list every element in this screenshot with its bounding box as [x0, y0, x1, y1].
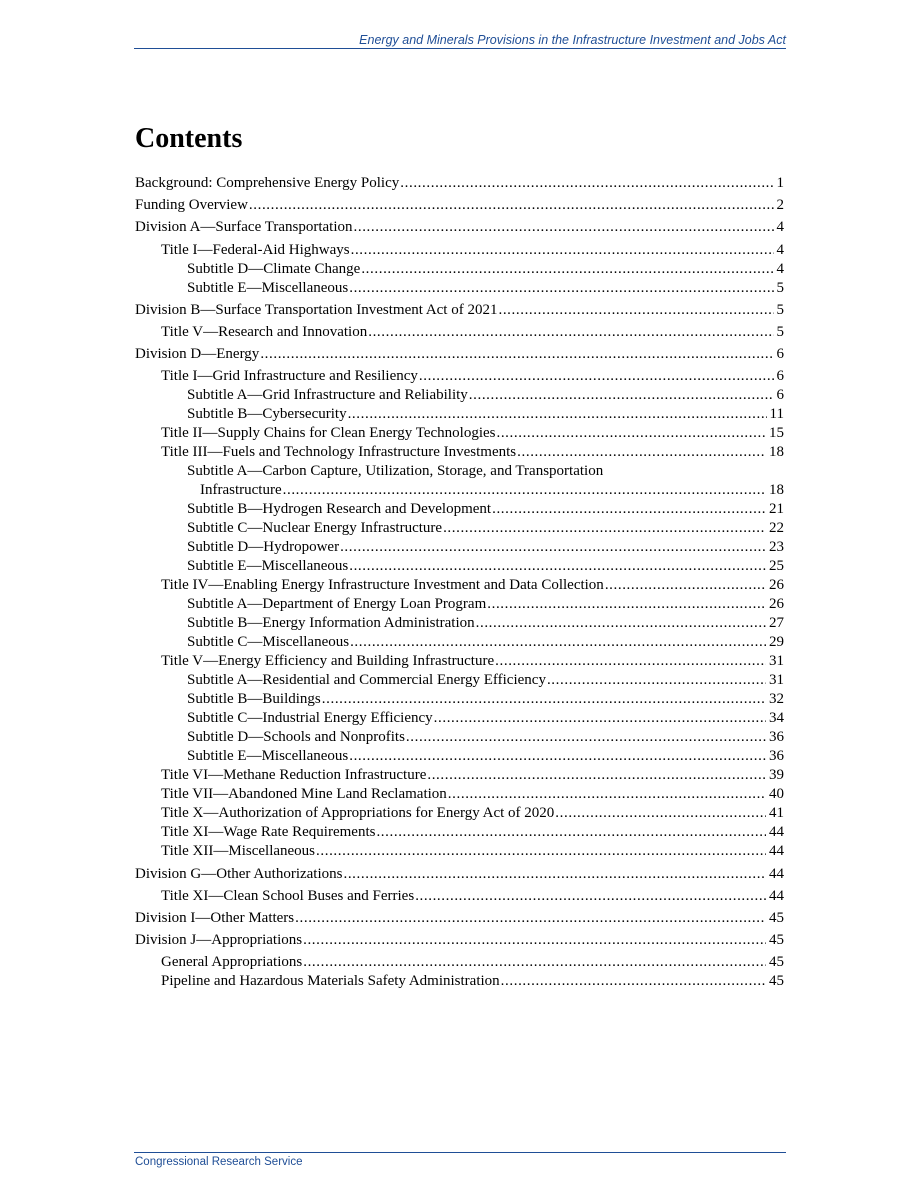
toc-dot-leader: [555, 804, 766, 823]
toc-entry-page-number: 45: [769, 973, 784, 990]
toc-entry-page-number: 4: [776, 241, 784, 258]
toc-dot-leader: [427, 766, 766, 785]
toc-entry[interactable]: [135, 196, 784, 215]
toc-entry-page-number: 5: [776, 323, 784, 340]
toc-dot-leader: [351, 241, 774, 260]
toc-dot-leader: [492, 500, 766, 519]
toc-entry-label: Subtitle A—Carbon Capture, Utilization, Storage, and Transportation: [187, 463, 604, 480]
toc-entry[interactable]: [135, 887, 784, 906]
toc-entry-page-number: 40: [769, 786, 784, 803]
toc-entry-page-number: 44: [769, 843, 784, 860]
toc-entry-page-number: 15: [769, 425, 784, 442]
toc-dot-leader: [501, 972, 766, 991]
toc-dot-leader: [376, 823, 766, 842]
toc-entry[interactable]: [135, 386, 784, 405]
toc-dot-leader: [343, 865, 766, 884]
toc-entry-page-number: 4: [776, 219, 784, 236]
toc-entry-page-number: 25: [769, 558, 784, 575]
toc-entry[interactable]: [135, 557, 784, 576]
toc-dot-leader: [487, 595, 766, 614]
toc-entry-label: Title XII—Miscellaneous: [161, 843, 316, 860]
toc-dot-leader: [283, 481, 766, 500]
toc-dot-leader: [400, 174, 773, 193]
toc-entry[interactable]: [135, 931, 784, 950]
page-title: Contents: [135, 123, 243, 154]
toc-entry[interactable]: [135, 241, 784, 260]
toc-entry-page-number: 36: [769, 748, 784, 765]
toc-dot-leader: [303, 931, 766, 950]
toc-dot-leader: [406, 728, 766, 747]
toc-entry-label: Title X—Authorization of Appropriations for Energy Act of 2020: [161, 805, 555, 822]
toc-dot-leader: [419, 367, 774, 386]
toc-entry-page-number: 5: [776, 279, 784, 296]
toc-entry[interactable]: [135, 345, 784, 364]
toc-dot-leader: [361, 260, 773, 279]
toc-entry-label: Title II—Supply Chains for Clean Energy Technologies: [161, 425, 496, 442]
toc-entry-page-number: 29: [769, 634, 784, 651]
toc-entry-page-number: 5: [776, 301, 784, 318]
toc-entry-page-number: 45: [769, 932, 784, 949]
toc-entry[interactable]: [135, 865, 784, 884]
toc-entry[interactable]: [135, 174, 784, 193]
running-header: Energy and Minerals Provisions in the Infrastructure Investment and Jobs Act: [359, 33, 786, 47]
toc-dot-leader: [495, 652, 766, 671]
toc-dot-leader: [340, 538, 766, 557]
toc-entry-label: Funding Overview: [135, 197, 248, 214]
toc-entry-label: Title VI—Methane Reduction Infrastructure: [161, 767, 427, 784]
toc-dot-leader: [349, 747, 766, 766]
toc-entry-page-number: 22: [769, 520, 784, 537]
toc-entry-page-number: 4: [776, 260, 784, 277]
toc-entry[interactable]: [135, 519, 784, 538]
toc-entry-label: General Appropriations: [161, 954, 303, 971]
toc-entry-label: Division D—Energy: [135, 346, 260, 363]
toc-entry-label: Title XI—Clean School Buses and Ferries: [161, 887, 415, 904]
toc-entry-label: Subtitle B—Cybersecurity: [187, 406, 347, 423]
toc-entry-page-number: 18: [769, 444, 784, 461]
toc-entry[interactable]: [135, 405, 784, 424]
toc-entry[interactable]: [135, 842, 784, 861]
toc-dot-leader: [476, 614, 766, 633]
toc-entry[interactable]: [135, 443, 784, 462]
toc-entry-label: Subtitle A—Grid Infrastructure and Reliability: [187, 387, 468, 404]
toc-entry[interactable]: [135, 614, 784, 633]
toc-entry-label: Subtitle C—Miscellaneous: [187, 634, 350, 651]
toc-entry-label: Pipeline and Hazardous Materials Safety Administration: [161, 973, 500, 990]
toc-entry-page-number: 32: [769, 691, 784, 708]
toc-dot-leader: [260, 345, 773, 364]
toc-entry-label: Background: Comprehensive Energy Policy: [135, 175, 400, 191]
toc-entry-page-number: 31: [769, 653, 784, 670]
toc-entry[interactable]: [135, 218, 784, 237]
toc-entry-label: Subtitle C—Industrial Energy Efficiency: [187, 710, 433, 727]
toc-dot-leader: [605, 576, 766, 595]
toc-entry-page-number: 45: [769, 909, 784, 926]
toc-entry-label: Subtitle C—Nuclear Energy Infrastructure: [187, 520, 443, 537]
toc-entry-label: Subtitle B—Buildings: [187, 691, 321, 708]
toc-entry[interactable]: [135, 633, 784, 652]
header-rule: [134, 48, 786, 49]
toc-entry-label: Subtitle D—Climate Change: [187, 260, 361, 277]
toc-entry[interactable]: [135, 728, 784, 747]
toc-entry-page-number: 23: [769, 539, 784, 556]
toc-entry-page-number: 6: [776, 368, 784, 385]
toc-entry[interactable]: [135, 972, 784, 991]
toc-entry[interactable]: [135, 766, 784, 785]
toc-entry-page-number: 21: [769, 501, 784, 518]
toc-entry[interactable]: [135, 538, 784, 557]
toc-dot-leader: [469, 386, 774, 405]
toc-entry[interactable]: [135, 909, 784, 928]
toc-entry[interactable]: [135, 804, 784, 823]
toc-dot-leader: [368, 323, 773, 342]
toc-dot-leader: [249, 196, 774, 215]
toc-entry-page-number: 36: [769, 729, 784, 746]
toc-entry-label: Title XI—Wage Rate Requirements: [161, 824, 376, 841]
toc-dot-leader: [354, 218, 774, 237]
toc-entry[interactable]: [135, 747, 784, 766]
toc-dot-leader: [349, 557, 766, 576]
toc-entry-label: Subtitle D—Schools and Nonprofits: [187, 729, 405, 746]
toc-dot-leader: [348, 405, 767, 424]
toc-entry[interactable]: [135, 690, 784, 709]
toc-entry-page-number: 18: [769, 482, 784, 499]
toc-entry-label: Title I—Grid Infrastructure and Resiliency: [161, 368, 418, 385]
toc-dot-leader: [498, 301, 773, 320]
toc-entry-label: Division A—Surface Transportation: [135, 219, 353, 236]
toc-dot-leader: [295, 909, 766, 928]
toc-entry-page-number: 31: [769, 672, 784, 689]
toc-entry-page-number: 6: [776, 346, 784, 363]
toc-entry-label: Title III—Fuels and Technology Infrastructure Investments: [161, 444, 517, 461]
toc-entry[interactable]: [135, 500, 784, 519]
toc-entry-label: Division G—Other Authorizations: [135, 865, 343, 882]
footer-publisher: Congressional Research Service: [135, 1156, 303, 1168]
toc-entry-page-number: 45: [769, 954, 784, 971]
toc-entry-page-number: 26: [769, 577, 784, 594]
toc-entry[interactable]: [135, 279, 784, 298]
toc-dot-leader: [415, 887, 766, 906]
toc-entry-page-number: 27: [769, 615, 784, 632]
toc-entry[interactable]: [135, 576, 784, 595]
toc-entry-label: Title V—Research and Innovation: [161, 323, 368, 340]
toc-entry-label: Subtitle A—Department of Energy Loan Program: [187, 596, 487, 613]
toc-entry-page-number: 39: [769, 767, 784, 784]
toc-entry-label: Subtitle B—Energy Information Administration: [187, 615, 475, 632]
toc-entry-page-number: 44: [769, 824, 784, 841]
toc-entry[interactable]: [135, 424, 784, 443]
toc-entry[interactable]: [135, 823, 784, 842]
toc-entry-label: Subtitle A—Residential and Commercial Energy Efficiency: [187, 672, 546, 689]
toc-entry-page-number: 26: [769, 596, 784, 613]
toc-dot-leader: [496, 424, 766, 443]
toc-entry-page-number: 34: [769, 710, 784, 727]
toc-dot-leader: [322, 690, 766, 709]
toc-entry-label: Division I—Other Matters: [135, 909, 295, 926]
toc-entry-label: Subtitle B—Hydrogen Research and Development: [187, 501, 492, 518]
toc-entry-page-number: 44: [769, 887, 784, 904]
toc-entry[interactable]: [135, 671, 784, 690]
toc-entry-label: Title VII—Abandoned Mine Land Reclamation: [161, 786, 447, 803]
toc-entry-label: Title I—Federal-Aid Highways: [161, 241, 350, 258]
toc-entry-label: Title V—Energy Efficiency and Building Infrastructure: [161, 653, 495, 670]
toc-entry[interactable]: [135, 323, 784, 342]
toc-entry-page-number: 6: [776, 387, 784, 404]
toc-entry-label: Subtitle D—Hydropower: [187, 539, 340, 556]
toc-entry[interactable]: [135, 301, 784, 320]
toc-entry[interactable]: [135, 785, 784, 804]
toc-dot-leader: [303, 953, 766, 972]
toc-dot-leader: [434, 709, 766, 728]
toc-entry-label: Subtitle E—Miscellaneous: [187, 748, 349, 765]
toc-entry[interactable]: [135, 367, 784, 386]
toc-entry[interactable]: [135, 260, 784, 279]
toc-entry[interactable]: [135, 652, 784, 671]
toc-entry-label: Division B—Surface Transportation Investment Act of 2021: [135, 301, 498, 318]
toc-entry-page-number: 2: [776, 197, 784, 214]
toc-entry-page-number: 44: [769, 865, 784, 882]
toc-dot-leader: [349, 279, 773, 298]
toc-entry-page-number: 1: [776, 175, 784, 191]
toc-entry-label: Subtitle E—Miscellaneous: [187, 558, 349, 575]
toc-entry[interactable]: [135, 953, 784, 972]
toc-entry[interactable]: [135, 462, 784, 500]
footer-rule: [134, 1152, 786, 1153]
toc-entry-label: Division J—Appropriations: [135, 932, 303, 949]
toc-entry-label: Infrastructure: [200, 482, 282, 499]
toc-entry[interactable]: [135, 709, 784, 728]
toc-entry-label: Subtitle E—Miscellaneous: [187, 279, 349, 296]
toc-dot-leader: [316, 842, 766, 861]
toc-dot-leader: [517, 443, 766, 462]
toc-entry-page-number: 41: [769, 805, 784, 822]
toc-dot-leader: [448, 785, 766, 804]
toc-entry-page-number: 11: [769, 406, 784, 423]
toc-dot-leader: [443, 519, 766, 538]
toc-entry[interactable]: [135, 595, 784, 614]
toc-dot-leader: [350, 633, 766, 652]
table-of-contents: [135, 174, 784, 991]
toc-dot-leader: [547, 671, 766, 690]
toc-entry-label: Title IV—Enabling Energy Infrastructure Investment and Data Collection: [161, 577, 604, 594]
